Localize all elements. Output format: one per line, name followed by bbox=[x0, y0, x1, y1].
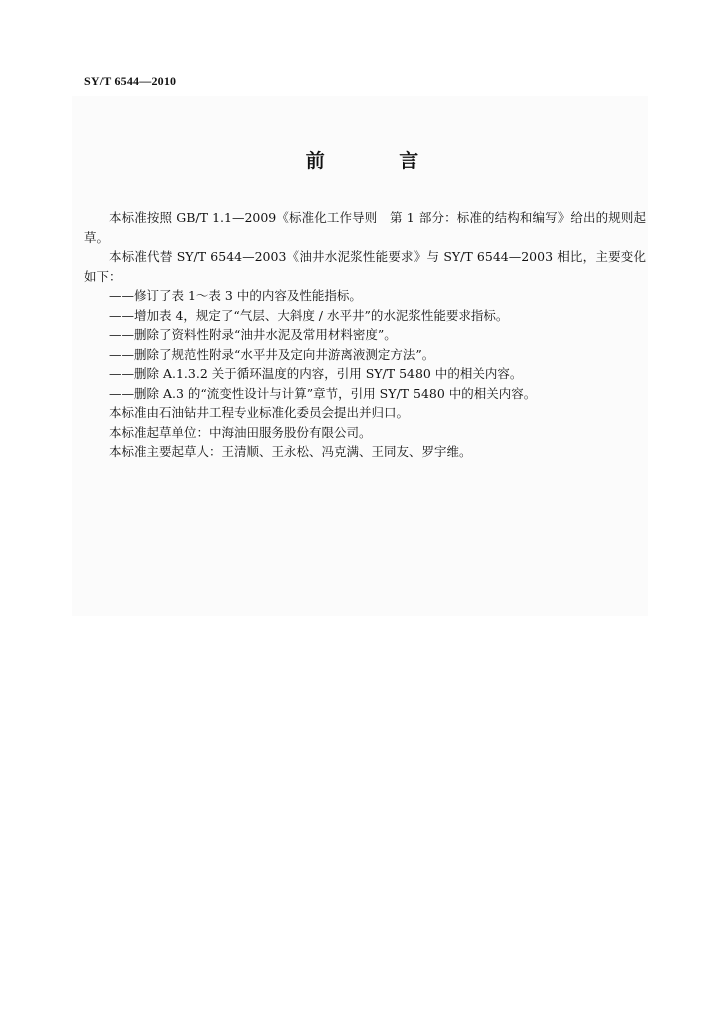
change-item: ——删除了资料性附录“油井水泥及常用材料密度”。 bbox=[109, 327, 397, 342]
change-item: ——增加表 4，规定了“气层、大斜度 / 水平井”的水泥浆性能要求指标。 bbox=[109, 307, 509, 323]
paragraph-replacement-note: 本标准代替 SY/T 6544—2003《油井水泥浆性能要求》与 SY/T 6544—2003 相比，主要变化如下： bbox=[84, 249, 646, 284]
paragraph-proposer: 本标准由石油钻井工程专业标准化委员会提出并归口。 bbox=[109, 405, 410, 420]
paragraph-drafters: 本标准主要起草人：王清顺、王永松、冯克满、王同友、罗宇维。 bbox=[109, 444, 472, 459]
change-item: ——删除了规范性附录“水平井及定向井游离液测定方法”。 bbox=[109, 346, 435, 362]
change-item: ——删除 A.1.3.2 关于循环温度的内容，引用 SY/T 5480 中的相关内容。 bbox=[109, 366, 523, 381]
change-item: ——删除 A.3 的“流变性设计与计算”章节，引用 SY/T 5480 中的相关内容。 bbox=[109, 385, 537, 401]
change-item: ——修订了表 1～表 3 中的内容及性能指标。 bbox=[109, 288, 362, 303]
paragraph-drafting-rules: 本标准按照 GB/T 1.1—2009《标准化工作导则 第 1 部分：标准的结构和编写》给出的规则起草。 bbox=[84, 210, 646, 245]
section-title: 前 言 bbox=[305, 150, 453, 172]
paragraph-drafting-unit: 本标准起草单位：中海油田服务股份有限公司。 bbox=[109, 424, 372, 440]
foreword-body bbox=[84, 208, 646, 462]
standard-code-header: SY/T 6544—2010 bbox=[84, 74, 177, 88]
